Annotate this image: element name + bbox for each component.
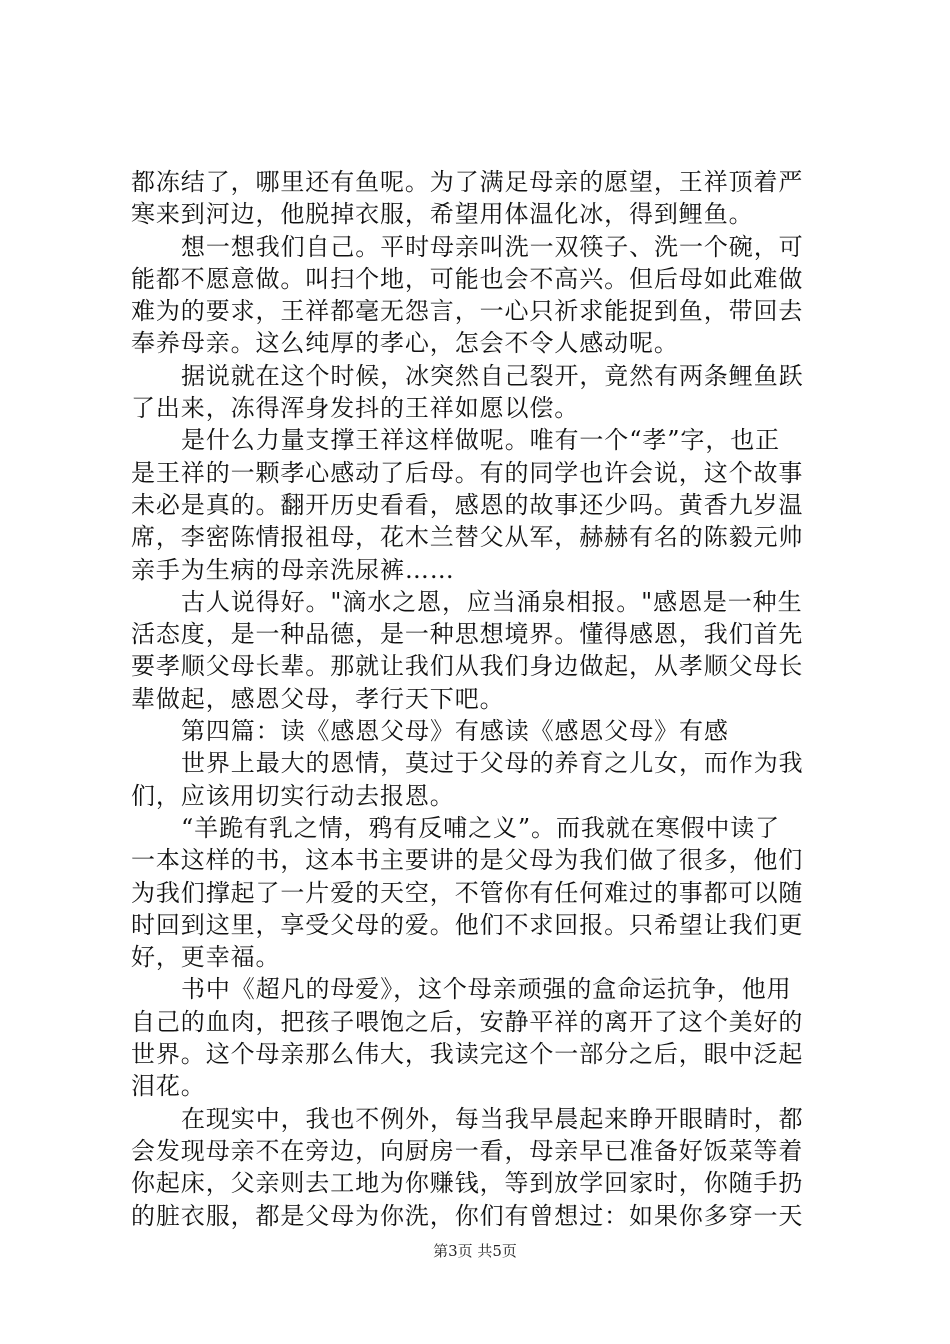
- text-line: 一本这样的书，这本书主要讲的是父母为我们做了很多，他们: [131, 846, 804, 875]
- page-footer: 第3页 共5页: [433, 1242, 517, 1260]
- text-line: 自己的血肉，把孩子喂饱之后，安静平祥的离开了这个美好的: [131, 1007, 804, 1036]
- text-line: 为我们撑起了一片爱的天空，不管你有任何难过的事都可以随: [131, 878, 804, 907]
- text-line: 席，李密陈情报祖母，花木兰替父从军，赫赫有名的陈毅元帅: [131, 523, 804, 552]
- text-line: 难为的要求，王祥都毫无怨言，一心只祈求能捉到鱼，带回去: [131, 297, 804, 326]
- text-line: 据说就在这个时候，冰突然自己裂开，竟然有两条鲤鱼跃: [181, 361, 804, 390]
- text-line: 第四篇：读《感恩父母》有感读《感恩父母》有感: [181, 717, 729, 746]
- text-line: 是什么力量支撑王祥这样做呢。唯有一个“孝”字，也正: [181, 426, 781, 455]
- text-line: 亲手为生病的母亲洗尿裤……: [131, 555, 455, 584]
- text-line: 们，应该用切实行动去报恩。: [131, 781, 455, 810]
- text-line: 古人说得好。"滴水之恩，应当涌泉相报。"感恩是一种生: [181, 587, 803, 616]
- text-line: 你起床，父亲则去工地为你赚钱，等到放学回家时，你随手扔: [131, 1169, 804, 1198]
- text-line: 时回到这里，享受父母的爱。他们不求回报。只希望让我们更: [131, 910, 804, 939]
- text-line: 书中《超凡的母爱》，这个母亲顽强的盒命运抗争，他用: [181, 975, 792, 1004]
- text-line: 想一想我们自己。平时母亲叫洗一双筷子、洗一个碗，可: [181, 232, 804, 261]
- text-line: “羊跪有乳之情，鸦有反哺之义”。而我就在寒假中读了: [181, 813, 781, 842]
- text-line: 要孝顺父母长辈。那就让我们从我们身边做起，从孝顺父母长: [131, 652, 804, 681]
- text-line: 了出来，冻得浑身发抖的王祥如愿以偿。: [131, 394, 580, 423]
- text-line: 会发现母亲不在旁边，向厨房一看，母亲早已准备好饭菜等着: [131, 1136, 804, 1165]
- body-text: [131, 166, 831, 1232]
- text-line: 都冻结了，哪里还有鱼呢。为了满足母亲的愿望，王祥顶着严: [131, 168, 804, 196]
- text-line: 活态度，是一种品德，是一种思想境界。懂得感恩，我们首先: [131, 620, 804, 649]
- text-line: 能都不愿意做。叫扫个地，可能也会不高兴。但后母如此难做: [131, 264, 804, 293]
- text-line: 是王祥的一颗孝心感动了后母。有的同学也许会说，这个故事: [131, 458, 804, 487]
- text-line: 未必是真的。翻开历史看看，感恩的故事还少吗。黄香九岁温: [131, 490, 804, 519]
- text-line: 好，更幸福。: [131, 943, 281, 972]
- text-line: 奉养母亲。这么纯厚的孝心，怎会不令人感动呢。: [131, 329, 679, 358]
- text-line: 世界。这个母亲那么伟大，我读完这个一部分之后，眼中泛起: [131, 1040, 804, 1069]
- text-line: 世界上最大的恩情，莫过于父母的养育之儿女，而作为我: [181, 749, 804, 778]
- text-line: 在现实中，我也不例外，每当我早晨起来睁开眼睛时，都: [181, 1104, 804, 1133]
- text-line: 泪花。: [131, 1072, 206, 1101]
- text-line: 辈做起，感恩父母，孝行天下吧。: [131, 684, 505, 713]
- text-line: 的脏衣服，都是父母为你洗，你们有曾想过：如果你多穿一天: [131, 1201, 804, 1230]
- text-line: 寒来到河边，他脱掉衣服，希望用体温化冰，得到鲤鱼。: [131, 200, 754, 229]
